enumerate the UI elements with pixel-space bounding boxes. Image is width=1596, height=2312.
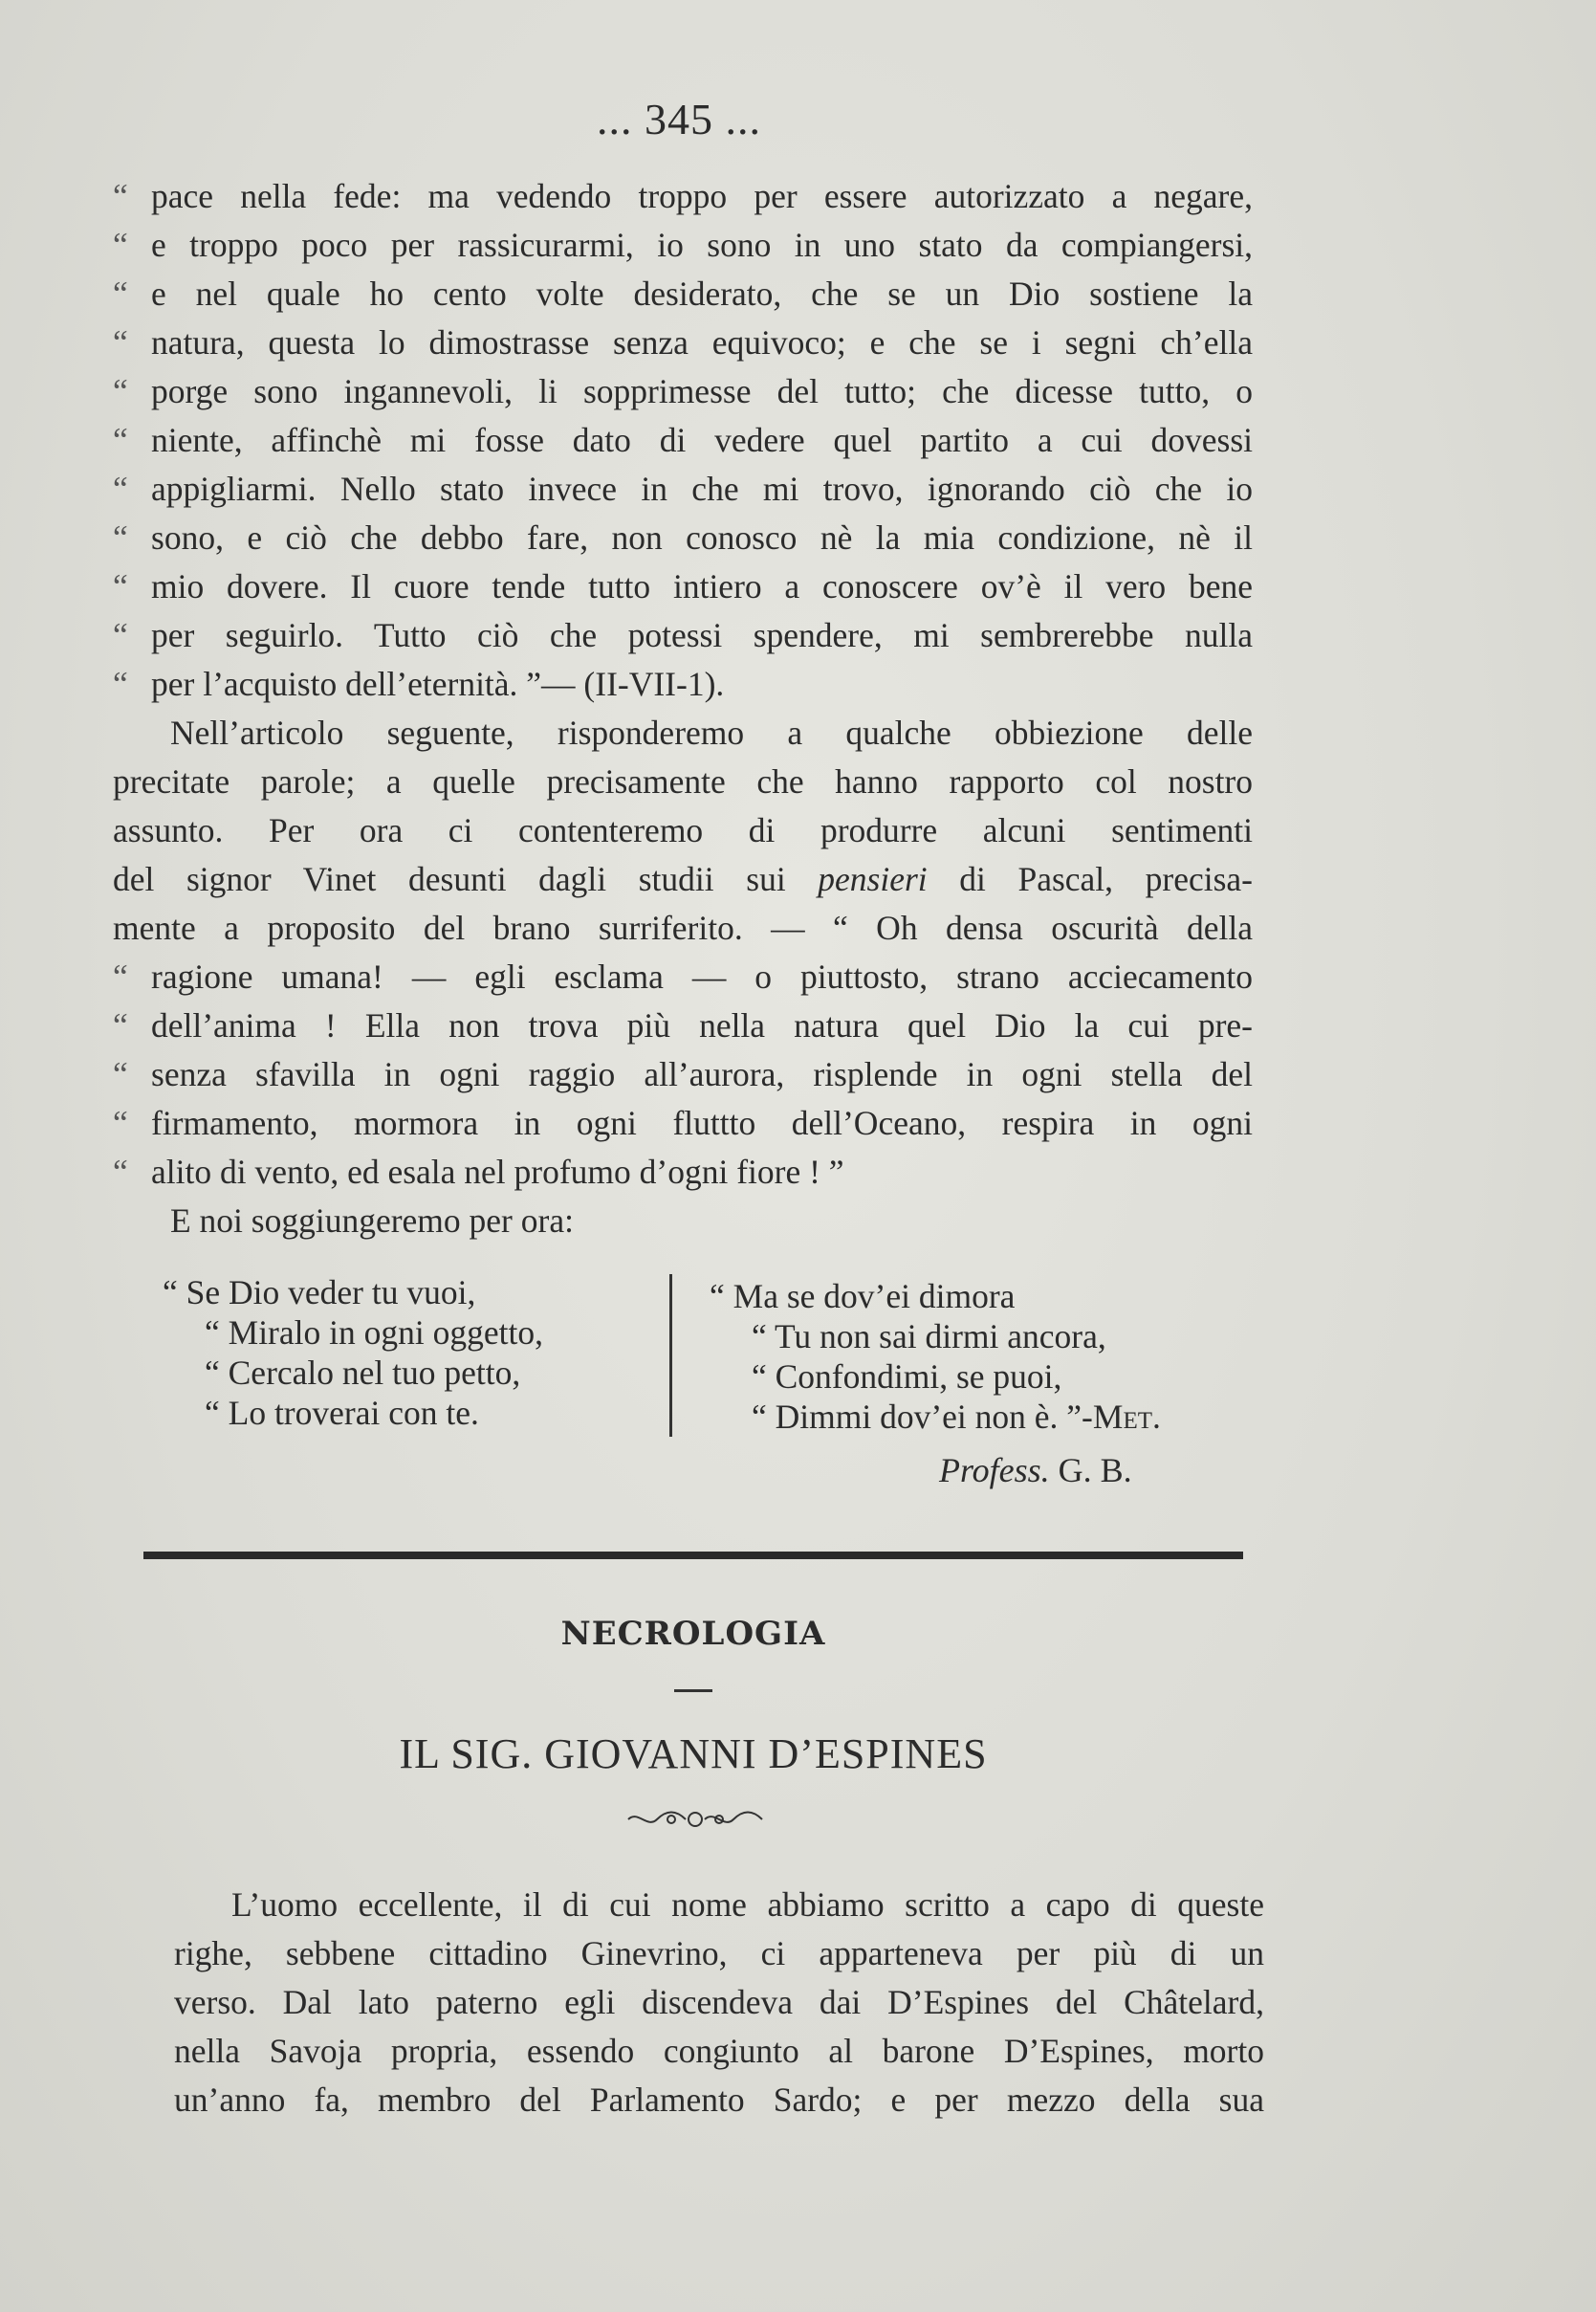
line-text: natura, questa lo dimostrasse senza equivoco; e che se i segni ch’ella: [151, 323, 1253, 362]
text-line: [174, 2027, 1264, 2076]
line-text: righe, sebbene cittadino Ginevrino, ci apparteneva per più di un: [174, 1934, 1264, 1972]
quote-mark: “: [113, 665, 128, 703]
paragraph-text: del signor Vinet desunti dagli studii sui: [113, 860, 819, 898]
paragraph-line: Nell’articolo seguente, risponderemo a qualche obbiezione delle: [170, 714, 1253, 752]
text-line: [113, 319, 1253, 367]
verse-text: “ Tu non sai dirmi ancora,: [752, 1317, 1106, 1355]
text-line: [113, 514, 1253, 562]
signature-name: G. B.: [1049, 1451, 1132, 1489]
text-line: [113, 611, 1253, 660]
poem-intro: E noi soggiungeremo per ora:: [170, 1201, 574, 1240]
line-text: niente, affinchè mi fosse dato di vedere quel partito a cui dovessi: [151, 421, 1253, 459]
article-body: [174, 1881, 1264, 2125]
signature: [939, 1450, 1132, 1490]
article-title: IL SIG. GIOVANNI D’ESPINES: [399, 1730, 988, 1777]
line-text: dell’anima ! Ella non trova più nella natura quel Dio la cui pre-: [151, 1006, 1253, 1045]
text-line: [113, 416, 1253, 465]
text-line: [113, 367, 1253, 416]
line-text: pace nella fede: ma vedendo troppo per essere autorizzato a negare,: [151, 177, 1253, 215]
text-line: [113, 1050, 1253, 1099]
poem-stanza-left: [163, 1272, 660, 1433]
verse-text: “ Dimmi dov’ei non è. ”-: [752, 1398, 1093, 1436]
poem-verse: [710, 1316, 1283, 1356]
line-text: nella Savoja propria, essendo congiunto al barone D’Espines, morto: [174, 2032, 1264, 2070]
poem-divider: [669, 1274, 672, 1437]
verse-text: “ Miralo in ogni oggetto,: [205, 1313, 543, 1352]
line-text: ragione umana! — egli esclama — o piuttosto, strano acciecamento: [151, 958, 1253, 996]
poem-verse: [710, 1356, 1283, 1397]
quote-mark: “: [113, 226, 128, 264]
signature-title: Profess.: [939, 1451, 1050, 1489]
section-label: NECROLOGIA: [560, 1615, 826, 1653]
paragraph-line: [113, 855, 1253, 904]
line-text: un’anno fa, membro del Parlamento Sardo; e per mezzo della sua: [174, 2081, 1264, 2119]
paragraph-text: di Pascal, precisa-: [927, 860, 1253, 898]
poem-verse: [163, 1312, 660, 1353]
quote-mark: “: [113, 177, 128, 215]
poem-verse: [710, 1276, 1283, 1316]
short-divider: [674, 1689, 712, 1692]
text-line: [174, 1881, 1264, 1929]
page-number: ... 345 ...: [597, 95, 761, 143]
poem-attribution: Met.: [1092, 1398, 1161, 1436]
quote-mark: “: [113, 470, 128, 508]
quote-mark: “: [113, 1153, 128, 1191]
text-line: [113, 562, 1253, 611]
pascal-quote: [113, 172, 1253, 709]
line-text: sono, e ciò che debbo fare, non conosco nè la mia condizione, nè il: [151, 518, 1253, 557]
vinet-quote: [113, 953, 1253, 1197]
text-line: [113, 270, 1253, 319]
text-line: [174, 2076, 1264, 2125]
quote-mark: “: [113, 616, 128, 654]
line-text: per l’acquisto dell’eternità. ”— (II-VII-1).: [151, 665, 725, 703]
verse-text: “ Confondimi, se puoi,: [752, 1357, 1062, 1396]
verse-text: “ Ma se dov’ei dimora: [710, 1277, 1016, 1315]
poem-verse: [163, 1353, 660, 1393]
text-line: [113, 465, 1253, 514]
ornament-flourish-icon: [623, 1806, 767, 1833]
poem: [163, 1263, 1262, 1435]
text-line: [174, 1929, 1264, 1978]
text-line: [113, 1099, 1253, 1148]
line-text: alito di vento, ed esala nel profumo d’ogni fiore ! ”: [151, 1153, 844, 1191]
italic-word: pensieri: [818, 860, 928, 898]
line-text: porge sono ingannevoli, li sopprimesse del tutto; che dicesse tutto, o: [151, 372, 1253, 410]
text-line: [113, 172, 1253, 221]
line-text: per seguirlo. Tutto ciò che potessi spendere, mi sembrerebbe nulla: [151, 616, 1253, 654]
paragraph-line: precitate parole; a quelle precisamente che hanno rapporto col nostro: [113, 762, 1253, 801]
verse-text: “ Se Dio veder tu vuoi,: [163, 1273, 476, 1311]
quote-mark: “: [113, 421, 128, 459]
line-text: verso. Dal lato paterno egli discendeva dai D’Espines del Châtelard,: [174, 1983, 1264, 2021]
verse-text: “ Lo troverai con te.: [205, 1394, 479, 1432]
poem-verse: [163, 1393, 660, 1433]
text-line: [113, 1002, 1253, 1050]
quote-mark: “: [113, 958, 128, 996]
poem-stanza-right: [710, 1276, 1283, 1437]
line-text: senza sfavilla in ogni raggio all’aurora, risplende in ogni stella del: [151, 1055, 1253, 1093]
paragraph-line: mente a proposito del brano surriferito. — “ Oh densa oscurità della: [113, 909, 1253, 947]
quote-mark: “: [113, 1055, 128, 1093]
quote-mark: “: [113, 518, 128, 557]
quote-mark: “: [113, 323, 128, 362]
quote-mark: “: [113, 567, 128, 606]
verse-text: “ Cercalo nel tuo petto,: [205, 1354, 521, 1392]
quote-mark: “: [113, 1104, 128, 1142]
line-text: e nel quale ho cento volte desiderato, che se un Dio sostiene la: [151, 275, 1253, 313]
line-text: firmamento, mormora in ogni fluttto dell’Oceano, respira in ogni: [151, 1104, 1253, 1142]
section-divider: [143, 1552, 1243, 1559]
text-line: [113, 660, 1253, 709]
text-line: [113, 953, 1253, 1002]
poem-verse: [710, 1397, 1283, 1437]
line-text: appigliarmi. Nello stato invece in che mi trovo, ignorando ciò che io: [151, 470, 1253, 508]
quote-mark: “: [113, 1006, 128, 1045]
text-line: [174, 1978, 1264, 2027]
line-text: L’uomo eccellente, il di cui nome abbiamo scritto a capo di queste: [231, 1885, 1264, 1924]
text-line: [113, 1148, 1253, 1197]
quote-mark: “: [113, 372, 128, 410]
quote-mark: “: [113, 275, 128, 313]
line-text: e troppo poco per rassicurarmi, io sono in uno stato da compiangersi,: [151, 226, 1253, 264]
main-text: [113, 172, 1253, 1245]
line-text: mio dovere. Il cuore tende tutto intiero a conoscere ov’è il vero bene: [151, 567, 1253, 606]
poem-verse: [163, 1272, 660, 1312]
text-line: [113, 221, 1253, 270]
paragraph-line: assunto. Per ora ci contenteremo di produrre alcuni sentimenti: [113, 811, 1253, 849]
